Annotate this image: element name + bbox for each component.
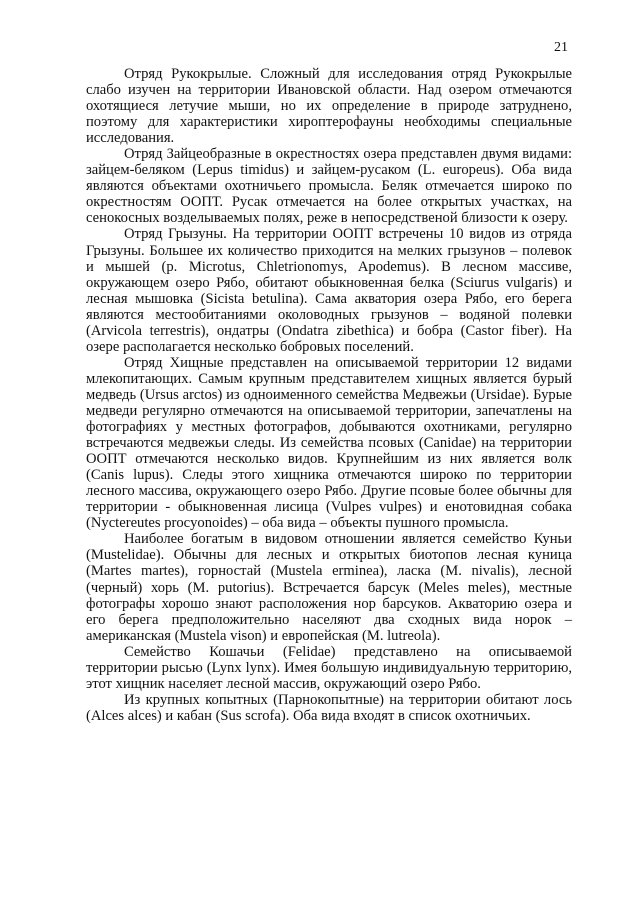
paragraph-artiodactyla: Из крупных копытных (Парнокопытные) на территории обитают лось (Alces alces) и кабан (Sus scrofa). Оба вида входят в список охотничьих. [86, 691, 572, 724]
body-text [86, 66, 572, 724]
paragraph-chiroptera: Отряд Рукокрылые. Сложный для исследования отряд Рукокрылые слабо изучен на территории Ивановской области. Над озером отмечаются охотящиеся летучие мыши, но их определение в природе затруднено, поэтому для характеристики хироптерофауны необходимы специальные исследования. [86, 66, 572, 147]
paragraph-mustelidae: Наиболее богатым в видовом отношении является семейство Куньи (Mustelidae). Обычны для лесных и открытых биотопов лесная куница (Martes martes), горностай (Mustela erminea), ласка (M. nivalis), лесной (черный) хорь (M. putorius). Встречается барсук (Meles meles), местные фотографы хорошо знают расположения нор барсуков. Акваторию озера и его берега предположительно населяют два сходных вида норок – американская (Mustela vison) и европейская (M. lutreola). [86, 531, 572, 644]
page-number: 21 [554, 40, 568, 55]
paragraph-felidae: Семейство Кошачьи (Felidae) представлено на описываемой территории рысью (Lynx lynx). Имея большую индивидуальную территорию, этот хищник населяет лесной массив, окружающий озеро Рябо. [86, 643, 572, 692]
paragraph-carnivora: Отряд Хищные представлен на описываемой территории 12 видами млекопитающих. Самым крупным представителем хищных является бурый медведь (Ursus arctos) из одноименного семейства Медвежьи (Ursidae). Бурые медведи регулярно отмечаются на описываемой территории, запечатлены на фотографиях у местных фотографов, добываются охотниками, регулярно встречаются медвежьи следы. Из семейства псовых (Canidae) на территории ООПТ отмечаются несколько видов. Крупнейшим из них является волк (Canis lupus). Следы этого хищника отмечаются широко по территории лесного массива, окружающего озеро Рябо. Другие псовые более обычны для территории - обыкновенная лисица (Vulpes vulpes) и енотовидная собака (Nyctereutes procyonoides) – оба вида – объекты пушного промысла. [86, 354, 572, 532]
paragraph-rodentia: Отряд Грызуны. На территории ООПТ встречены 10 видов из отряда Грызуны. Большее их количество приходится на мелких грызунов – полевок и мышей (р. Microtus, Chletrionomys, Apodemus). В лесном массиве, окружающем озеро Рябо, обитают обыкновенная белка (Sciurus vulgaris) и лесная мышовка (Sicista betulina). Сама акватория озера Рябо, его берега являются местообитаниями околоводных грызунов – водяной полевки (Arvicola terrestris), ондатры (Ondatra zibethica) и бобра (Castor fiber). На озере располагается несколько бобровых поселений. [86, 226, 572, 355]
paragraph-lagomorpha: Отряд Зайцеобразные в окрестностях озера представлен двумя видами: зайцем-беляком (Lepus timidus) и зайцем-русаком (L. europeus). Оба вида являются объектами охотничьего промысла. Беляк отмечается широко по окрестностям ООПТ. Русак отмечается на более открытых участках, на сенокосных возделываемых полях, реже в непосредственой близости к озеру. [86, 146, 572, 227]
